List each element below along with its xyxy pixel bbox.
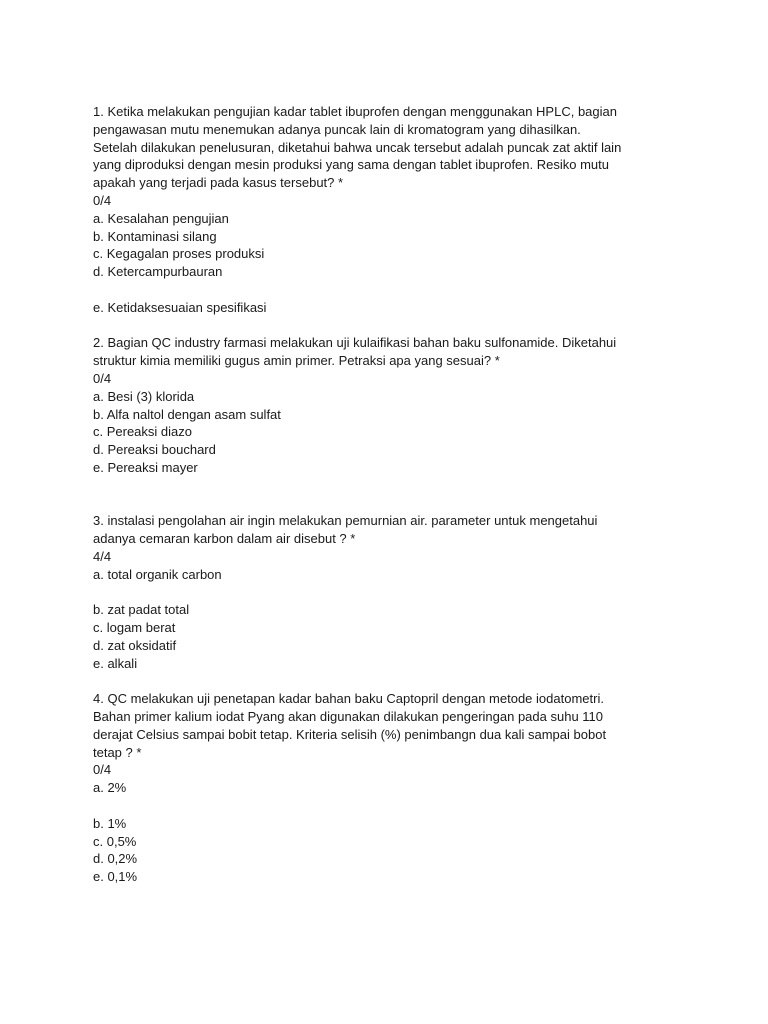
question-2-option-c: c. Pereaksi diazo <box>93 424 192 440</box>
question-1-text-line: apakah yang terjadi pada kasus tersebut? * <box>93 175 344 191</box>
question-2-option-d: d. Pereaksi bouchard <box>93 442 216 458</box>
question-3-option-b: b. zat padat total <box>93 602 190 618</box>
question-1-text-line: 1. Ketika melakukan pengujian kadar tablet ibuprofen dengan menggunakan HPLC, bagian <box>93 104 617 119</box>
question-3-option-e: e. alkali <box>93 655 138 671</box>
question-4 <box>93 690 673 886</box>
question-3-option-a: a. total organik carbon <box>93 566 222 582</box>
question-3 <box>93 512 673 672</box>
question-3-option-d: d. zat oksidatif <box>93 637 177 653</box>
question-1-text-line: Setelah dilakukan penelusuran, diketahui bahwa uncak tersebut adalah puncak zat aktif lain <box>93 139 622 155</box>
question-4-text-line: 4. QC melakukan uji penetapan kadar bahan baku Captopril dengan metode iodatometri. <box>93 691 604 707</box>
question-1 <box>93 103 673 317</box>
question-1-option-b: b. Kontaminasi silang <box>93 228 217 244</box>
question-4-score: 0/4 <box>93 762 112 778</box>
question-1-option-a: a. Kesalahan pengujian <box>93 210 229 226</box>
question-1-option-e: e. Ketidaksesuaian spesifikasi <box>93 299 267 315</box>
question-4-text-line: Bahan primer kalium iodat Pyang akan digunakan dilakukan pengeringan pada suhu 110 <box>93 709 604 725</box>
question-4-option-b: b. 1% <box>93 815 127 831</box>
question-4-option-c: c. 0,5% <box>93 833 137 849</box>
question-4-text-line: derajat Celsius sampai bobit tetap. Kriteria selisih (%) penimbangn dua kali sampai bobot <box>93 726 607 742</box>
question-1-text-line: yang diproduksi dengan mesin produksi yang sama dengan tablet ibuprofen. Resiko mutu <box>93 157 609 173</box>
question-2-text-line: 2. Bagian QC industry farmasi melakukan uji kulaifikasi bahan baku sulfonamide. Diketahui <box>93 335 617 351</box>
question-3-text-line: 3. instalasi pengolahan air ingin melakukan pemurnian air. parameter untuk mengetahui <box>93 513 598 529</box>
question-4-option-d: d. 0,2% <box>93 851 138 867</box>
question-1-option-c: c. Kegagalan proses produksi <box>93 246 265 262</box>
question-1-score: 0/4 <box>93 192 112 208</box>
question-3-option-c: c. logam berat <box>93 620 176 636</box>
question-4-option-a: a. 2% <box>93 780 127 796</box>
question-4-option-e: e. 0,1% <box>93 869 138 885</box>
question-2-text-line: struktur kimia memiliki gugus amin primer. Petraksi apa yang sesuai? * <box>93 353 500 369</box>
question-3-text-line: adanya cemaran karbon dalam air disebut ? * <box>93 531 356 547</box>
question-2 <box>93 334 673 476</box>
question-1-option-d: d. Ketercampurbauran <box>93 264 223 280</box>
question-3-score: 4/4 <box>93 548 112 564</box>
question-2-option-a: a. Besi (3) klorida <box>93 388 195 404</box>
question-2-option-b: b. Alfa naltol dengan asam sulfat <box>93 406 281 422</box>
question-2-score: 0/4 <box>93 370 112 386</box>
question-4-text-line: tetap ? * <box>93 744 142 760</box>
question-2-option-e: e. Pereaksi mayer <box>93 459 198 475</box>
document-page <box>93 103 673 886</box>
question-1-text-line: pengawasan mutu menemukan adanya puncak lain di kromatogram yang dihasilkan. <box>93 121 581 137</box>
